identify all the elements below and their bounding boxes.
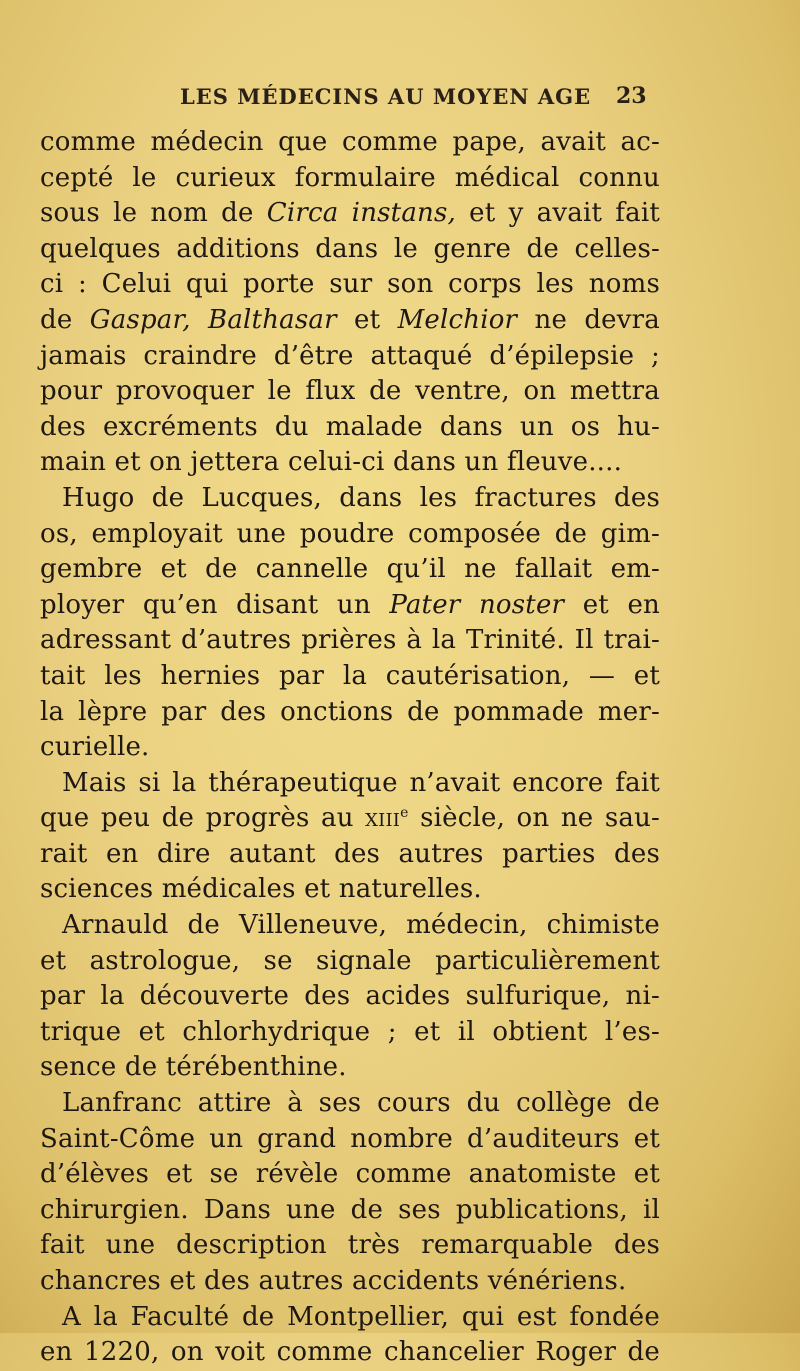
- text-line: Lanfranc attire à ses cours du collège de: [62, 1088, 660, 1119]
- text-line: en 1220, on voit comme chancelier Roger de: [40, 1337, 660, 1368]
- text-line: de Gaspar, Balthasar et Melchior ne devra: [40, 304, 660, 335]
- text-line: cepté le curieux formulaire médical connu: [40, 162, 660, 193]
- text-line: trique et chlorhydrique ; et il obtient l’es-: [40, 1016, 660, 1047]
- text-line: la lèpre par des onctions de pommade mer-: [40, 696, 660, 727]
- text-line: main et on jettera celui-ci dans un fleuve....: [40, 447, 623, 478]
- text-line: os, employait une poudre composée de gim-: [40, 518, 660, 549]
- text-line: quelques additions dans le genre de celles-: [40, 233, 660, 264]
- text-line: Arnauld de Villeneuve, médecin, chimiste: [62, 910, 660, 941]
- text-line: fait une description très remarquable des: [40, 1230, 660, 1261]
- text-line: jamais craindre d’être attaqué d’épilepsie ;: [40, 340, 660, 371]
- text-line: sciences médicales et naturelles.: [40, 874, 482, 905]
- text-line: tait les hernies par la cautérisation, — et: [40, 660, 660, 691]
- text-line: curielle.: [40, 732, 150, 763]
- text-line: Mais si la thérapeutique n’avait encore fait: [62, 767, 660, 798]
- superscript: e: [400, 805, 409, 822]
- text-line: Saint-Côme un grand nombre d’auditeurs et: [40, 1123, 660, 1154]
- page-number: 23: [616, 83, 647, 109]
- text-line: pour provoquer le flux de ventre, on mettra: [40, 376, 660, 407]
- italic-names: Gaspar, Balthasar: [89, 304, 337, 335]
- text-line: chancres et des autres accidents vénériens.: [40, 1266, 627, 1296]
- text-line: par la découverte des acides sulfurique, ni-: [40, 981, 660, 1012]
- text-line: d’élèves et se révèle comme anatomiste et: [40, 1159, 660, 1190]
- text-line: ci : Celui qui porte sur son corps les noms: [40, 269, 660, 300]
- text-line: et astrologue, se signale particulièrement: [40, 945, 660, 976]
- text-line: que peu de progrès au xiii$^e$ siècle, on ne sau-: [40, 803, 661, 834]
- text-line: A la Faculté de Montpellier, qui est fondée: [62, 1301, 660, 1332]
- italic-name: Melchior: [397, 304, 518, 335]
- text-line: adressant d’autres prières à la Trinité. Il trai-: [40, 625, 660, 656]
- text-line: rait en dire autant des autres parties des: [40, 838, 660, 869]
- body-text: [40, 125, 660, 1371]
- italic-title: Circa instans,: [266, 198, 456, 229]
- text-line: Hugo de Lucques, dans les fractures des: [62, 482, 660, 513]
- italic-prayer: Pater noster: [389, 589, 565, 620]
- running-title: LES MÉDECINS AU MOYEN AGE: [180, 84, 592, 109]
- text-line: chirurgien. Dans une de ses publications, il: [40, 1194, 660, 1225]
- century-numeral: xiii: [365, 803, 401, 834]
- text-line: gembre et de cannelle qu’il ne fallait em-: [40, 554, 660, 585]
- text-line: ployer qu’en disant un Pater noster et en: [40, 589, 661, 620]
- text-line: sence de térébenthine.: [40, 1052, 347, 1083]
- text-line: sous le nom de Circa instans, et y avait fait: [40, 198, 660, 229]
- running-head: [0, 84, 800, 112]
- text-line: comme médecin que comme pape, avait ac-: [40, 127, 660, 157]
- text-line: des excréments du malade dans un os hu-: [40, 411, 660, 442]
